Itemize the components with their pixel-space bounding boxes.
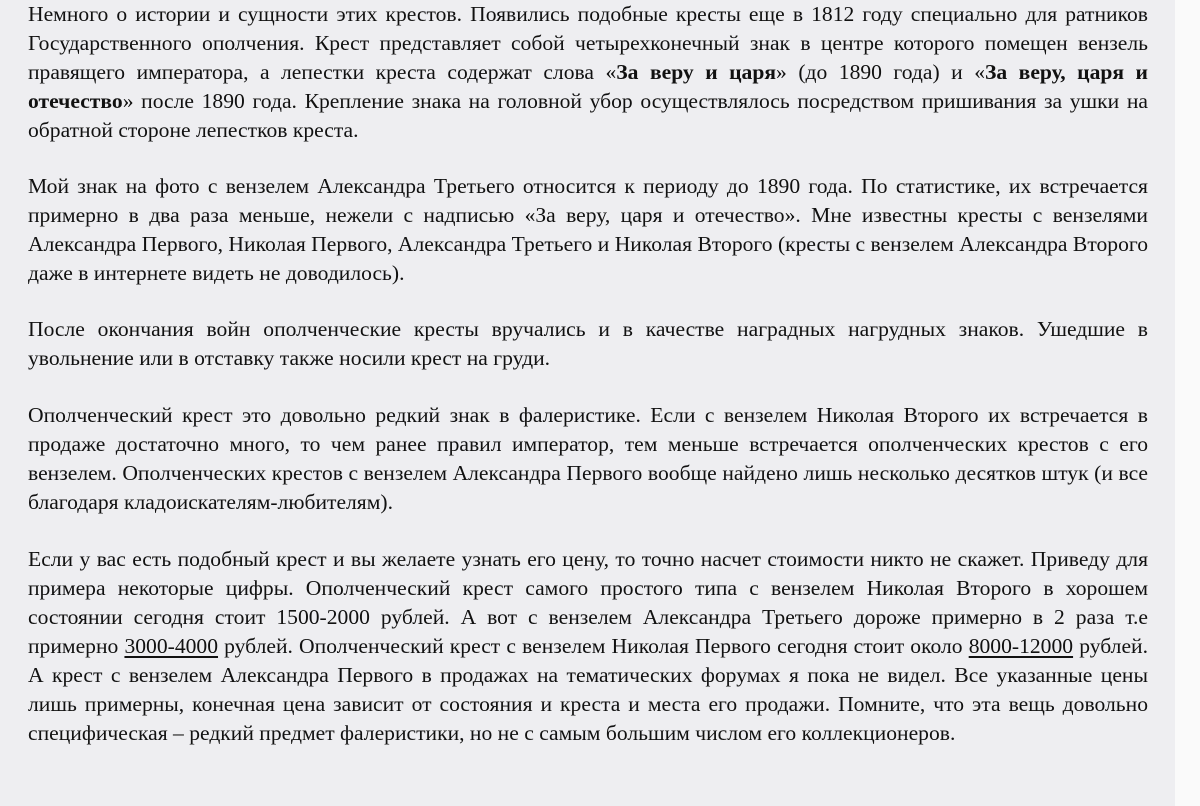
- right-margin-strip: [1175, 0, 1200, 806]
- prices-text-part-1: Если у вас есть подобный крест и вы желаете узнать его цену, то точно насчет стоимости никто не скажет. Приведу для примера некоторые цифры. Ополченческий крест самого простого типа с вензелем Николая Второго в хорошем состоянии сегодня стоит 1500-2000 рублей. А вот с вензелем Александра Третьего дороже примерно в 2 раза т.е примерно: [28, 547, 1148, 658]
- price-link-3000-4000[interactable]: 3000-4000: [124, 634, 219, 658]
- motto-old: За веру и царя: [616, 60, 777, 84]
- prices-text-part-2: рублей. Ополченческий крест с вензелем Николая Первого сегодня стоит около: [218, 634, 969, 658]
- history-text-part-2: » (до 1890 года) и «: [776, 60, 985, 84]
- paragraph-after-wars: После окончания войн ополченческие кресты вручались и в качестве наградных нагрудных знаков. Ушедшие в увольнение или в отставку также носили крест на груди.: [28, 317, 1148, 370]
- paragraph-prices: [28, 545, 1148, 748]
- motto-new: За веру, царя и отечество: [28, 60, 1148, 113]
- prices-text-part-3: рублей. А крест с вензелем Александра Первого в продажах на тематических форумах я пока не видел. Все указанные цены лишь примерны, конечная цена зависит от состояния и креста и места его продажи. Помните, что эта вещь довольно специфическая – редкий предмет фалеристики, но не с самым большим числом его коллекционеров.: [28, 634, 1148, 745]
- history-text-part-1: Немного о истории и сущности этих крестов. Появились подобные кресты еще в 1812 году специально для ратников Государственного ополчения. Крест представляет собой четырехконечный знак в центре которого помещен вензель правящего императора, а лепестки креста содержат слова «: [28, 2, 1148, 84]
- history-text-part-3: » после 1890 года. Крепление знака на головной убор осуществлялось посредством пришивания за ушки на обратной стороне лепестков креста.: [28, 89, 1148, 142]
- price-link-8000-12000[interactable]: 8000-12000: [968, 634, 1074, 658]
- paragraph-history: [28, 0, 1148, 145]
- paragraph-rarity: Ополченческий крест это довольно редкий знак в фалеристике. Если с вензелем Николая Второго их встречается в продаже достаточно много, то чем ранее правил император, тем меньше встречается ополченческих крестов с его вензелем. Ополченческих крестов с вензелем Александра Первого вообще найдено лишь несколько десятков штук (и все благодаря кладоискателям-любителям).: [28, 403, 1148, 514]
- paragraph-my-badge: Мой знак на фото с вензелем Александра Третьего относится к периоду до 1890 года. По статистике, их встречается примерно в два раза меньше, нежели с надписью «За веру, царя и отечество». Мне известны кресты с вензелями Александра Первого, Николая Первого, Александра Третьего и Николая Второго (кресты с вензелем Александра Второго даже в интернете видеть не доводилось).: [28, 174, 1148, 285]
